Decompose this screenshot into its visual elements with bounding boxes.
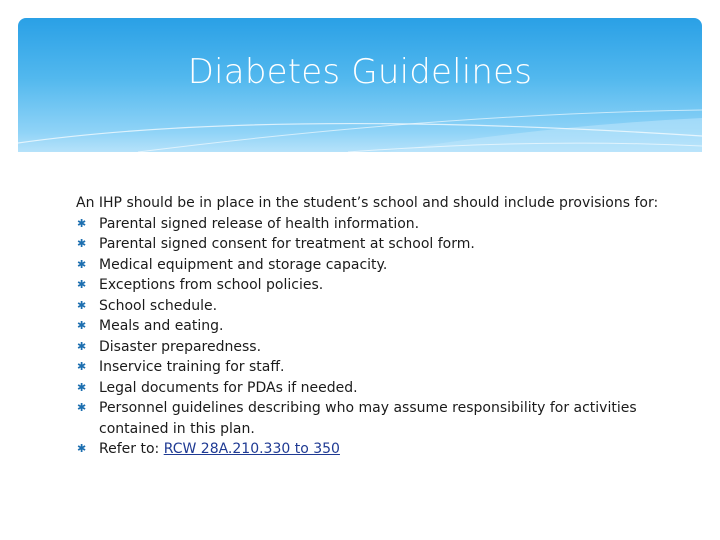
asterisk-bullet-icon: ✱ bbox=[77, 237, 87, 250]
refer-label: Refer to: bbox=[99, 441, 164, 457]
list-item: ✱ Disaster preparedness. bbox=[76, 337, 688, 358]
asterisk-bullet-icon: ✱ bbox=[77, 339, 87, 353]
list-item: ✱ Parental signed release of health information. bbox=[76, 214, 688, 235]
asterisk-bullet-icon: ✱ bbox=[77, 216, 87, 230]
asterisk-bullet-icon: ✱ bbox=[77, 401, 87, 414]
asterisk-bullet-icon: ✱ bbox=[77, 319, 87, 332]
list-item: ✱ Meals and eating. bbox=[76, 316, 688, 337]
guideline-list bbox=[76, 214, 688, 440]
rcw-reference-link[interactable]: RCW 28A.210.330 to 350 bbox=[163, 441, 340, 457]
asterisk-bullet-icon: ✱ bbox=[77, 257, 87, 271]
list-item: ✱ Medical equipment and storage capacity. bbox=[76, 255, 688, 276]
asterisk-bullet-icon: ✱ bbox=[77, 360, 87, 373]
list-item: ✱ Legal documents for PDAs if needed. bbox=[76, 378, 688, 399]
asterisk-bullet-icon: ✱ bbox=[77, 278, 87, 291]
intro-text: An IHP should be in place in the student’s school and should include provisions for: bbox=[76, 195, 659, 211]
asterisk-bullet-icon: ✱ bbox=[77, 442, 87, 455]
reference-list bbox=[76, 439, 688, 460]
asterisk-bullet-icon: ✱ bbox=[77, 298, 87, 312]
list-item: ✱ School schedule. bbox=[76, 296, 688, 317]
list-item: ✱ Parental signed consent for treatment at school form. bbox=[76, 234, 688, 255]
slide-body bbox=[76, 193, 688, 460]
slide-title: Diabetes Guidelines bbox=[187, 52, 533, 92]
asterisk-bullet-icon: ✱ bbox=[77, 380, 87, 394]
list-item: ✱ Personnel guidelines describing who may assume responsibility for activities contained in this plan. bbox=[77, 400, 637, 437]
list-item: ✱ Inservice training for staff. bbox=[76, 357, 688, 378]
reference-item bbox=[76, 439, 688, 460]
list-item: ✱ Exceptions from school policies. bbox=[76, 275, 688, 296]
